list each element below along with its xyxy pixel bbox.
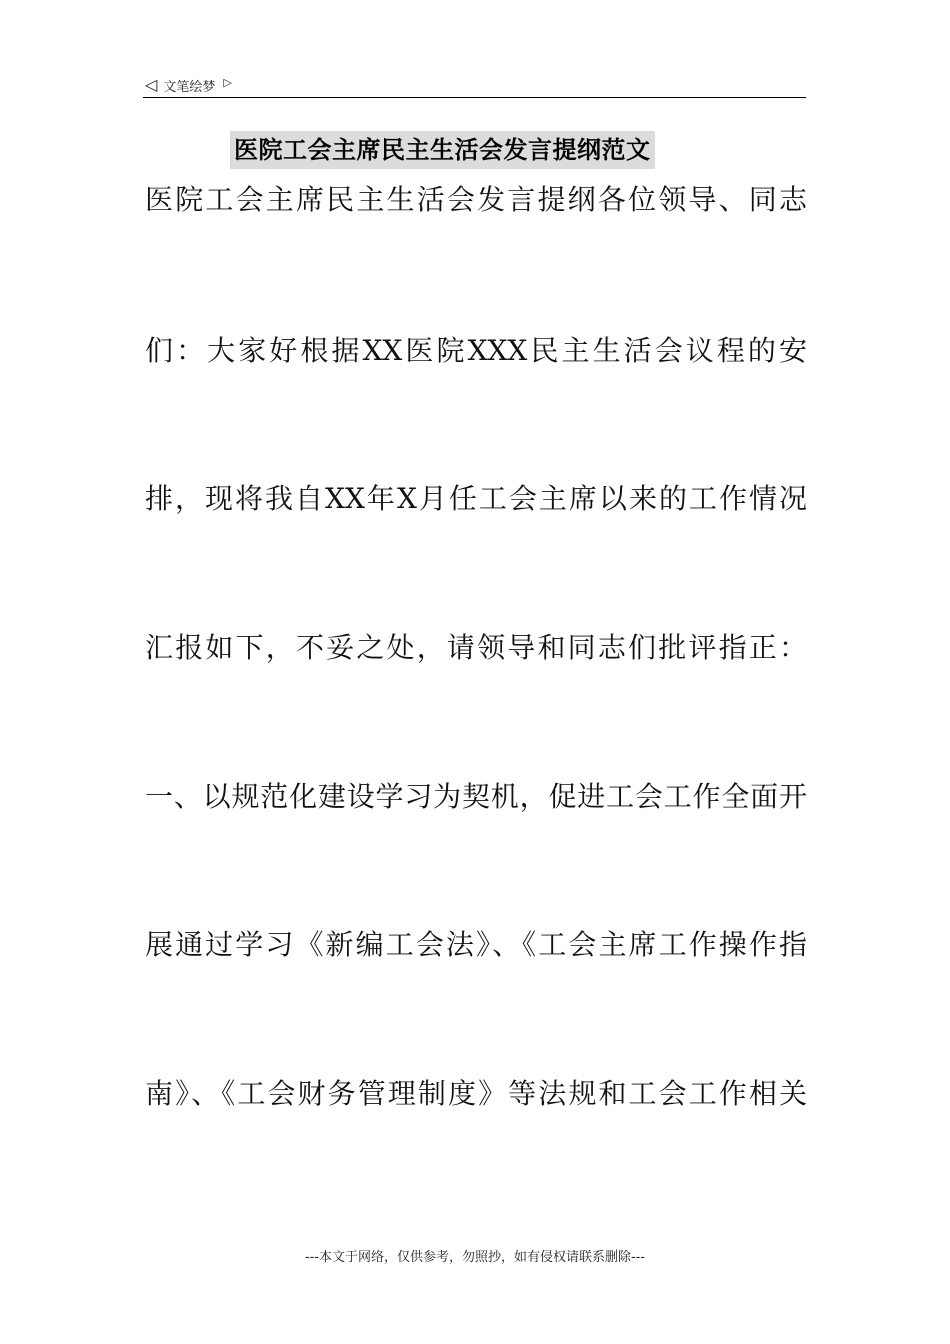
body-line: 展通过学习《新编工会法》、《工会主席工作操作指: [145, 928, 807, 961]
document-title: 医院工会主席民主生活会发言提纲范文: [230, 131, 655, 169]
page-header: [145, 74, 232, 96]
body-line: 汇报如下，不妥之处，请领导和同志们批评指正：: [145, 631, 807, 664]
page-footer: ---本文于网络，仅供参考，勿照抄，如有侵权请联系删除---: [304, 1250, 646, 1265]
body-line: 一、以规范化建设学习为契机，促进工会工作全面开: [145, 780, 807, 813]
triangle-right-outline-icon: ▷: [223, 75, 232, 89]
body-line: 们：大家好根据XX医院XXX民主生活会议程的安: [145, 334, 807, 367]
header-divider: [143, 97, 806, 98]
triangle-left-outline-icon: ◁: [145, 75, 158, 94]
header-text: 文笔绘梦: [163, 79, 216, 95]
body-line: 排，现将我自XX年X月任工会主席以来的工作情况: [145, 482, 807, 515]
body-line: 南》、《工会财务管理制度》等法规和工会工作相关: [145, 1077, 807, 1110]
body-line: 医院工会主席民主生活会发言提纲各位领导、同志: [145, 183, 807, 216]
